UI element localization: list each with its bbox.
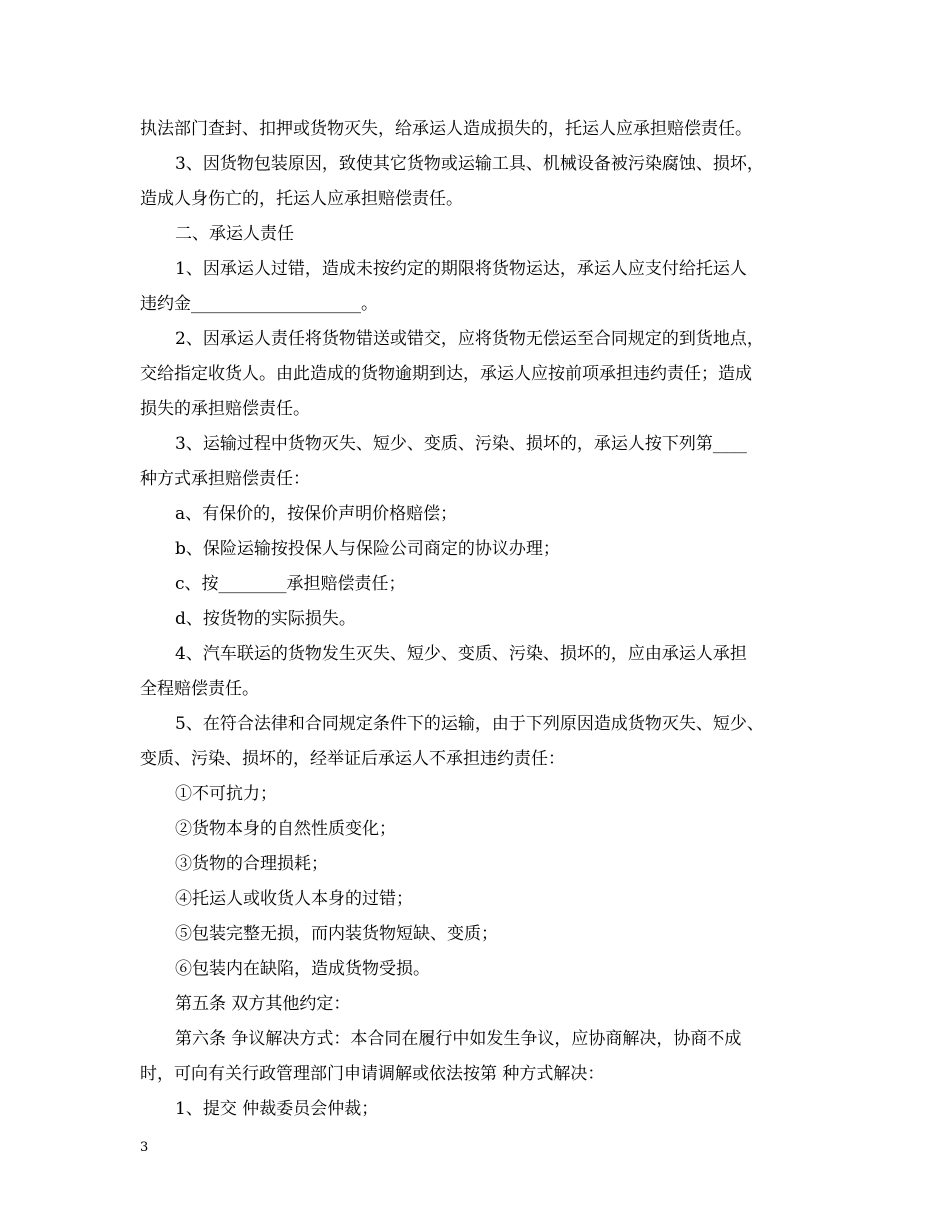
text-line: 损失的承担赔偿责任。 bbox=[140, 399, 310, 419]
section-heading: 二、承运人责任 bbox=[175, 224, 294, 244]
text-line: 第六条 争议解决方式：本合同在履行中如发生争议，应协商解决，协商不成 bbox=[175, 1029, 742, 1049]
text-line: 变质、污染、损坏的，经举证后承运人不承担违约责任： bbox=[140, 749, 565, 769]
text-line: 4、汽车联运的货物发生灭失、短少、变质、污染、损坏的，应由承运人承担 bbox=[175, 644, 747, 664]
text-line: 违约金____________________。 bbox=[140, 294, 378, 314]
text-line: 全程赔偿责任。 bbox=[140, 679, 259, 699]
text-line: 3、因货物包装原因，致使其它货物或运输工具、机械设备被污染腐蚀、损坏， bbox=[175, 154, 764, 174]
text-line: 造成人身伤亡的，托运人应承担赔偿责任。 bbox=[140, 189, 463, 209]
list-item: ③货物的合理损耗； bbox=[175, 854, 328, 874]
list-item: ④托运人或收货人本身的过错； bbox=[175, 889, 413, 909]
list-item: d、按货物的实际损失。 bbox=[175, 609, 356, 629]
text-line: 种方式承担赔偿责任： bbox=[140, 469, 310, 489]
list-item: c、按________承担赔偿责任； bbox=[175, 574, 406, 594]
list-item: 1、提交 仲裁委员会仲裁； bbox=[175, 1099, 379, 1119]
page-number: 3 bbox=[140, 1140, 149, 1155]
text-line: 交给指定收货人。由此造成的货物逾期到达，承运人应按前项承担违约责任；造成 bbox=[140, 364, 752, 384]
list-item: ②货物本身的自然性质变化； bbox=[175, 819, 396, 839]
text-line: 时，可向有关行政管理部门申请调解或依法按第 种方式解决： bbox=[140, 1064, 605, 1084]
text-line: 2、因承运人责任将货物错送或错交，应将货物无偿运至合同规定的到货地点， bbox=[175, 329, 764, 349]
list-item: ①不可抗力； bbox=[175, 784, 277, 804]
text-line: 3、运输过程中货物灭失、短少、变质、污染、损坏的，承运人按下列第____ bbox=[175, 434, 747, 454]
list-item: ⑥包装内在缺陷，造成货物受损。 bbox=[175, 959, 430, 979]
list-item: ⑤包装完整无损，而内装货物短缺、变质； bbox=[175, 924, 498, 944]
text-line: 执法部门查封、扣押或货物灭失，给承运人造成损失的，托运人应承担赔偿责任。 bbox=[140, 119, 752, 139]
list-item: a、有保价的，按保价声明价格赔偿； bbox=[175, 504, 458, 524]
list-item: b、保险运输按投保人与保险公司商定的协议办理； bbox=[175, 539, 560, 559]
text-line: 1、因承运人过错，造成未按约定的期限将货物运达，承运人应支付给托运人 bbox=[175, 259, 747, 279]
text-line: 5、在符合法律和合同规定条件下的运输，由于下列原因造成货物灭失、短少、 bbox=[175, 714, 764, 734]
article-heading: 第五条 双方其他约定： bbox=[175, 994, 351, 1014]
